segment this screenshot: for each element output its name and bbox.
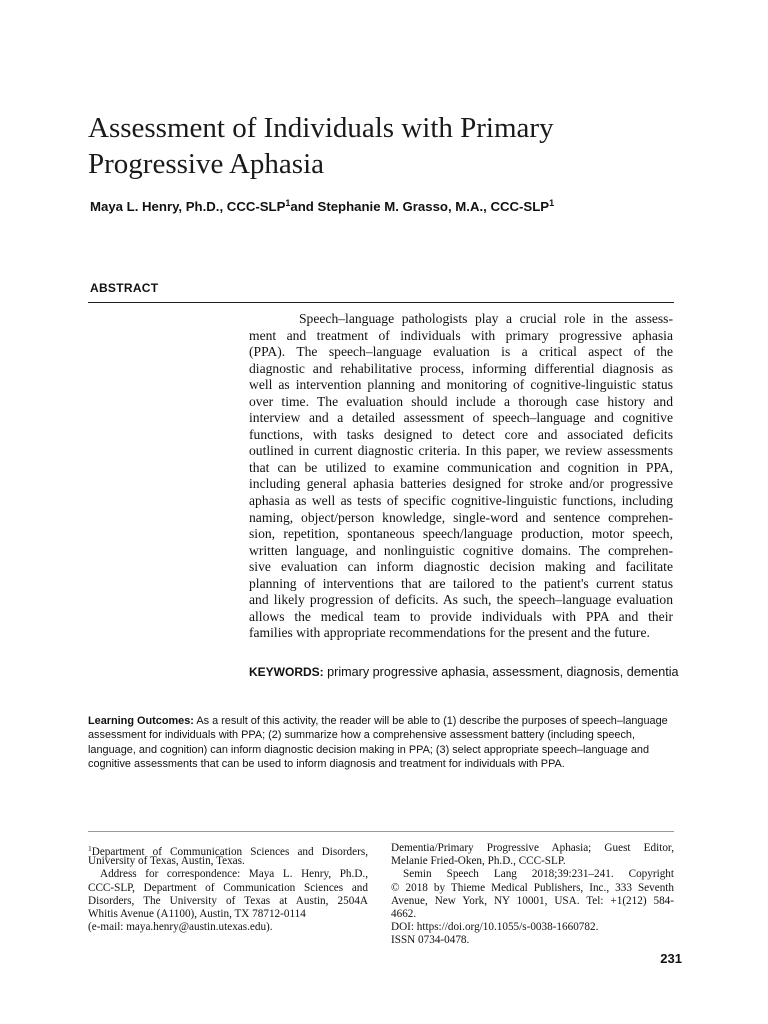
- footnote-line: (e-mail: maya.henry@austin.utexas.edu).: [88, 921, 273, 934]
- abstract-line: sion, repetition, spontaneous speech/language production, motor speech,: [249, 526, 673, 542]
- footnote-line: University of Texas, Austin, Texas.: [88, 855, 245, 868]
- abstract-line: diagnostic and rehabilitative process, informing differential diagnosis as: [249, 360, 673, 376]
- abstract-line: well as intervention planning and monitoring of cognitive-linguistic status: [249, 377, 673, 393]
- article-title: [88, 110, 688, 182]
- author-list: [90, 194, 710, 216]
- footnotes-publication: [391, 842, 674, 948]
- abstract-line: families with appropriate recommendations for the present and the future.: [249, 625, 650, 641]
- affiliation-mark: 1: [88, 844, 92, 853]
- abstract-line: planning of interventions that are tailored to the patient's current status: [249, 575, 673, 591]
- footnote-line: Disorders, The University of Texas at Austin, 2504A: [88, 894, 368, 907]
- footnote-line: Semin Speech Lang 2018;39:231–241. Copyright: [403, 868, 674, 881]
- article-title-line-2: Progressive Aphasia: [88, 148, 324, 180]
- abstract-line: interview and a detailed assessment of speech–language and cognitive: [249, 410, 673, 426]
- abstract-divider: [88, 302, 674, 303]
- author-1-name: Maya L. Henry, Ph.D., CCC-SLP: [90, 199, 286, 214]
- author-2-name: and Stephanie M. Grasso, M.A., CCC-SLP: [290, 199, 550, 214]
- footnote-line: © 2018 by Thieme Medical Publishers, Inc., 333 Seventh: [391, 881, 674, 894]
- abstract-line: outlined in current diagnostic criteria. In this paper, we review assessments: [249, 443, 673, 459]
- footnote-line: $^1$Department of Communication Sciences and Disorders,: [88, 844, 368, 858]
- footnote-line: Address for correspondence: Maya L. Henry, Ph.D.,: [100, 868, 368, 881]
- footnote-divider: [88, 831, 674, 832]
- abstract-line: ment and treatment of individuals with primary progressive aphasia: [249, 327, 673, 343]
- abstract-line: (PPA). The speech–language evaluation is a critical aspect of the: [249, 344, 673, 360]
- footnote-line: 4662.: [391, 907, 417, 920]
- keywords-label: KEYWORDS:: [249, 665, 324, 679]
- page-number: 231: [660, 951, 682, 966]
- learning-outcomes-text: As a result of this activity, the reader will be able to (1) describe the purposes of speech–language assessment for individuals with PPA; (2) summarize how a comprehensive assessment battery (including speech, language, and cognition) can inform diagnostic decision making in PPA; (3) select appropriate speech–language and cognitive assessments that can be used to inform diagnosis and treatment for individuals with PPA.: [88, 715, 668, 770]
- abstract-line: including general aphasia batteries designed for stroke and/or progressive: [249, 476, 673, 492]
- abstract-line: naming, object/person knowledge, single-word and sentence comprehen-: [249, 509, 673, 525]
- footnote-line: Dementia/Primary Progressive Aphasia; Guest Editor,: [391, 842, 674, 854]
- learning-outcomes-label: Learning Outcomes:: [88, 715, 194, 727]
- abstract-line: aphasia as well as tests of specific cognitive-linguistic functions, including: [249, 493, 673, 509]
- footnotes-affiliation: [88, 842, 368, 934]
- abstract-body: [249, 311, 673, 642]
- abstract-heading: ABSTRACT: [90, 281, 159, 295]
- footnote-line: Whitis Avenue (A1100), Austin, TX 78712-0114: [88, 907, 306, 920]
- author-1-affiliation-mark: 1: [285, 198, 291, 208]
- abstract-line: allows the medical team to provide individuals with PPA and their: [249, 608, 673, 624]
- keywords: [249, 664, 679, 681]
- abstract-line: Speech–language pathologists play a crucial role in the assess-: [299, 311, 673, 326]
- author-2-affiliation-mark: 1: [549, 198, 555, 208]
- footnote-line: ISSN 0734-0478.: [391, 934, 470, 947]
- learning-outcomes: [88, 714, 678, 771]
- abstract-line: sive evaluation can inform diagnostic decision making and facilitate: [249, 559, 673, 575]
- footnote-line: Melanie Fried-Oken, Ph.D., CCC-SLP.: [391, 855, 566, 868]
- article-title-line-1: Assessment of Individuals with Primary: [88, 112, 554, 144]
- abstract-line: over time. The evaluation should include a thorough case history and: [249, 393, 673, 409]
- abstract-line: written language, and nonlinguistic cognitive domains. The comprehen-: [249, 542, 673, 558]
- footnote-line: CCC-SLP, Department of Communication Sciences and: [88, 881, 368, 894]
- abstract-line: and likely progression of deficits. As such, the speech–language evaluation: [249, 592, 673, 608]
- abstract-line: that can be utilized to examine communication and cognition in PPA,: [249, 459, 673, 475]
- abstract-line: functions, with tasks designed to detect core and associated deficits: [249, 426, 673, 442]
- keywords-text: primary progressive aphasia, assessment, diagnosis, dementia: [323, 665, 679, 679]
- footnote-line: Avenue, New York, NY 10001, USA. Tel: +1(212) 584-: [391, 894, 674, 907]
- footnote-line: DOI: https://doi.org/10.1055/s-0038-1660782.: [391, 921, 599, 934]
